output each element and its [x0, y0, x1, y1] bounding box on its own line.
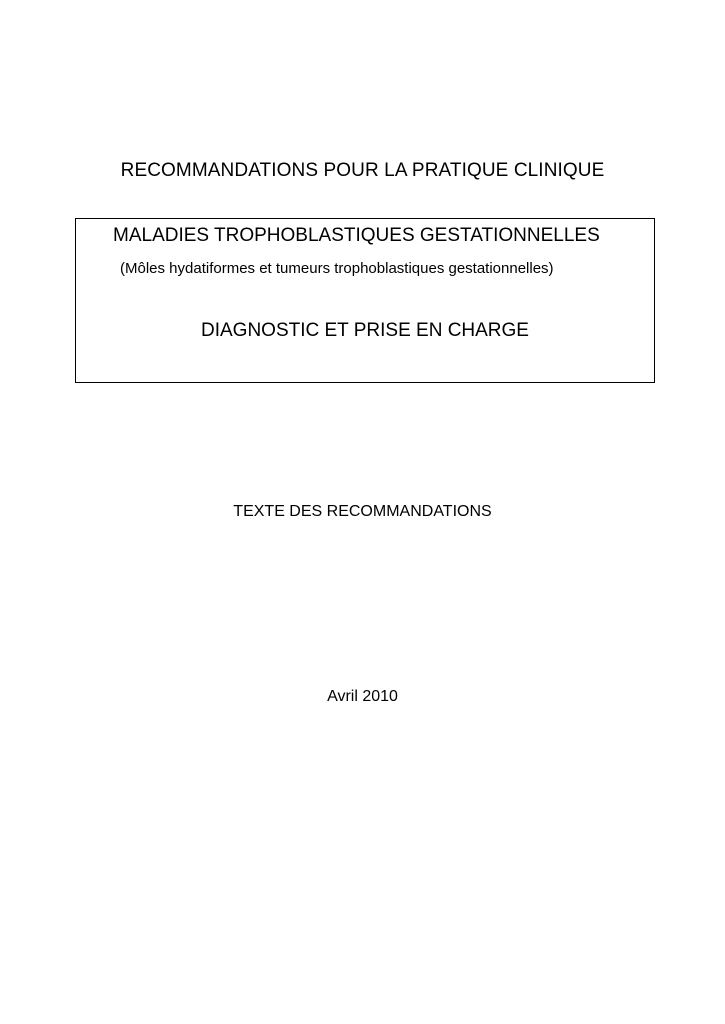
document-date: Avril 2010 — [327, 688, 398, 705]
document-type: TEXTE DES RECOMMANDATIONS — [233, 503, 492, 520]
title-box — [75, 218, 655, 383]
document-subtitle: (Môles hydatiformes et tumeurs trophoblastiques gestationnelles) — [120, 260, 554, 277]
document-heading: RECOMMANDATIONS POUR LA PRATIQUE CLINIQUE — [120, 160, 605, 181]
document-title: MALADIES TROPHOBLASTIQUES GESTATIONNELLES — [113, 225, 600, 246]
document-section-title: DIAGNOSTIC ET PRISE EN CHARGE — [201, 320, 529, 341]
